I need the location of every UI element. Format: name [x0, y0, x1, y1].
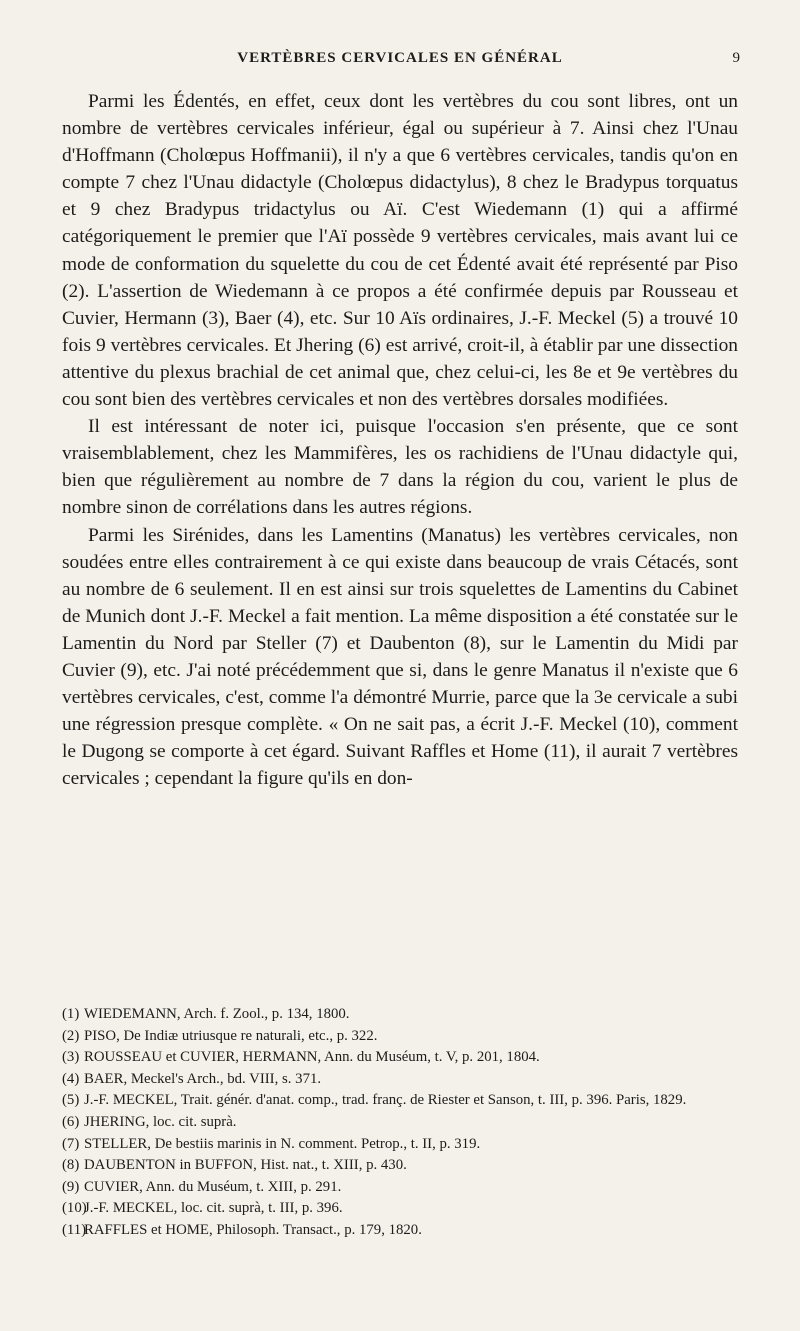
- footnote-text: PISO, De Indiæ utriusque re naturali, etc., p. 322.: [84, 1027, 378, 1044]
- footnote-text: RAFFLES et HOME, Philosoph. Transact., p. 179, 1820.: [84, 1221, 422, 1238]
- body-text: [62, 88, 738, 792]
- footnote-number: (2): [62, 1027, 80, 1044]
- paragraph: Parmi les Sirénides, dans les Lamentins (Manatus) les vertèbres cervicales, non soudées entre elles contrairement à ce qui existe dans beaucoup de vrais Cétacés, sont au nombre de 6 seulement. Il en est ainsi sur trois squelettes de Lamentins du Cabinet de Munich dont J.-F. Meckel a fait mention. La même disposition a été constatée sur le Lamentin du Nord par Steller (7) et Daubenton (8), sur le Lamentin du Midi par Cuvier (9), etc. J'ai noté précédemment que si, dans le genre Manatus il n'existe que 6 vertèbres cervicales, c'est, comme l'a démontré Murrie, parce que la 3e cervicale a subi une régression presque complète. « On ne sait pas, a écrit J.-F. Meckel (10), comment le Dugong se comporte à cet égard. Suivant Raffles et Home (11), il aurait 7 vertèbres cervicales ; cependant la figure qu'ils en don-: [62, 524, 738, 790]
- footnote-number: (4): [62, 1070, 80, 1087]
- footnote-number: (5): [62, 1092, 80, 1109]
- footnote: [62, 1026, 738, 1048]
- footnote-number: (7): [62, 1135, 80, 1152]
- paragraph: Il est intéressant de noter ici, puisque l'occasion s'en présente, que ce sont vraisemblablement, chez les Mammifères, les os rachidiens de l'Unau didactyle qui, bien que régulièrement au nombre de 7 dans la région du cou, varient le plus de nombre sinon de corrélations dans les autres régions.: [62, 416, 738, 519]
- paragraph: Parmi les Édentés, en effet, ceux dont les vertèbres du cou sont libres, ont un nombre de vertèbres cervicales inférieur, égal ou supérieur à 7. Ainsi chez l'Unau d'Hoffmann (Cholœpus Hoffmanii), il n'y a que 6 vertèbres cervicales, tandis qu'on en compte 7 chez l'Unau didactyle (Cholœpus didactylus), 8 chez le Bradypus torquatus et 9 chez Bradypus tridactylus ou Aï. C'est Wiedemann (1) qui a affirmé catégoriquement le premier que l'Aï possède 9 vertèbres cervicales, mais avant lui ce mode de conformation du squelette du cou de cet Édenté avait été représenté par Piso (2). L'assertion de Wiedemann à ce propos a été confirmée depuis par Rousseau et Cuvier, Hermann (3), Baer (4), etc. Sur 10 Aïs ordinaires, J.-F. Meckel (5) a trouvé 10 fois 9 vertèbres cervicales. Et Jhering (6) est arrivé, croit-il, à établir par une dissection attentive du plexus brachial de cet animal que, chez celui-ci, les 8e et 9e vertèbres du cou sont bien des vertèbres cervicales et non des vertèbres dorsales modifiées.: [62, 91, 738, 411]
- footnote-text: CUVIER, Ann. du Muséum, t. XIII, p. 291.: [84, 1178, 342, 1195]
- footnote: [62, 1177, 738, 1199]
- footnote: [62, 1069, 738, 1091]
- running-title: VERTÈBRES CERVICALES EN GÉNÉRAL: [237, 50, 563, 66]
- footnote-number: (8): [62, 1157, 80, 1174]
- page-header: [60, 50, 740, 80]
- footnote-number: (6): [62, 1113, 80, 1130]
- footnote-text: JHERING, loc. cit. suprà.: [84, 1113, 237, 1130]
- footnote-number: (11): [62, 1221, 87, 1238]
- footnote: [62, 1047, 738, 1069]
- footnote-number: (9): [62, 1178, 80, 1195]
- footnote-number: (10): [62, 1200, 87, 1217]
- footnote: [62, 1090, 738, 1112]
- footnote-text: BAER, Meckel's Arch., bd. VIII, s. 371.: [84, 1070, 322, 1087]
- footnote-text: STELLER, De bestiis marinis in N. comment. Petrop., t. II, p. 319.: [84, 1135, 481, 1152]
- page-number: 9: [732, 50, 740, 66]
- footnotes: [62, 1004, 738, 1242]
- footnote: [62, 1198, 738, 1220]
- footnote-text: J.-F. MECKEL, Trait. génér. d'anat. comp., trad. franç. de Riester et Sanson, t. III, p. 396. Paris, 1829.: [84, 1092, 687, 1109]
- footnote: [62, 1155, 738, 1177]
- footnote: [62, 1112, 738, 1134]
- footnote: [62, 1004, 738, 1026]
- footnote-text: J.-F. MECKEL, loc. cit. suprà, t. III, p. 396.: [84, 1200, 343, 1217]
- footnote-number: (1): [62, 1006, 80, 1022]
- footnote: [62, 1134, 738, 1156]
- footnote-text: ROUSSEAU et CUVIER, HERMANN, Ann. du Muséum, t. V, p. 201, 1804.: [84, 1049, 540, 1066]
- footnote-text: DAUBENTON in BUFFON, Hist. nat., t. XIII, p. 430.: [84, 1157, 407, 1174]
- footnote-text: WIEDEMANN, Arch. f. Zool., p. 134, 1800.: [84, 1006, 350, 1022]
- footnote-number: (3): [62, 1049, 80, 1066]
- footnote: [62, 1220, 738, 1242]
